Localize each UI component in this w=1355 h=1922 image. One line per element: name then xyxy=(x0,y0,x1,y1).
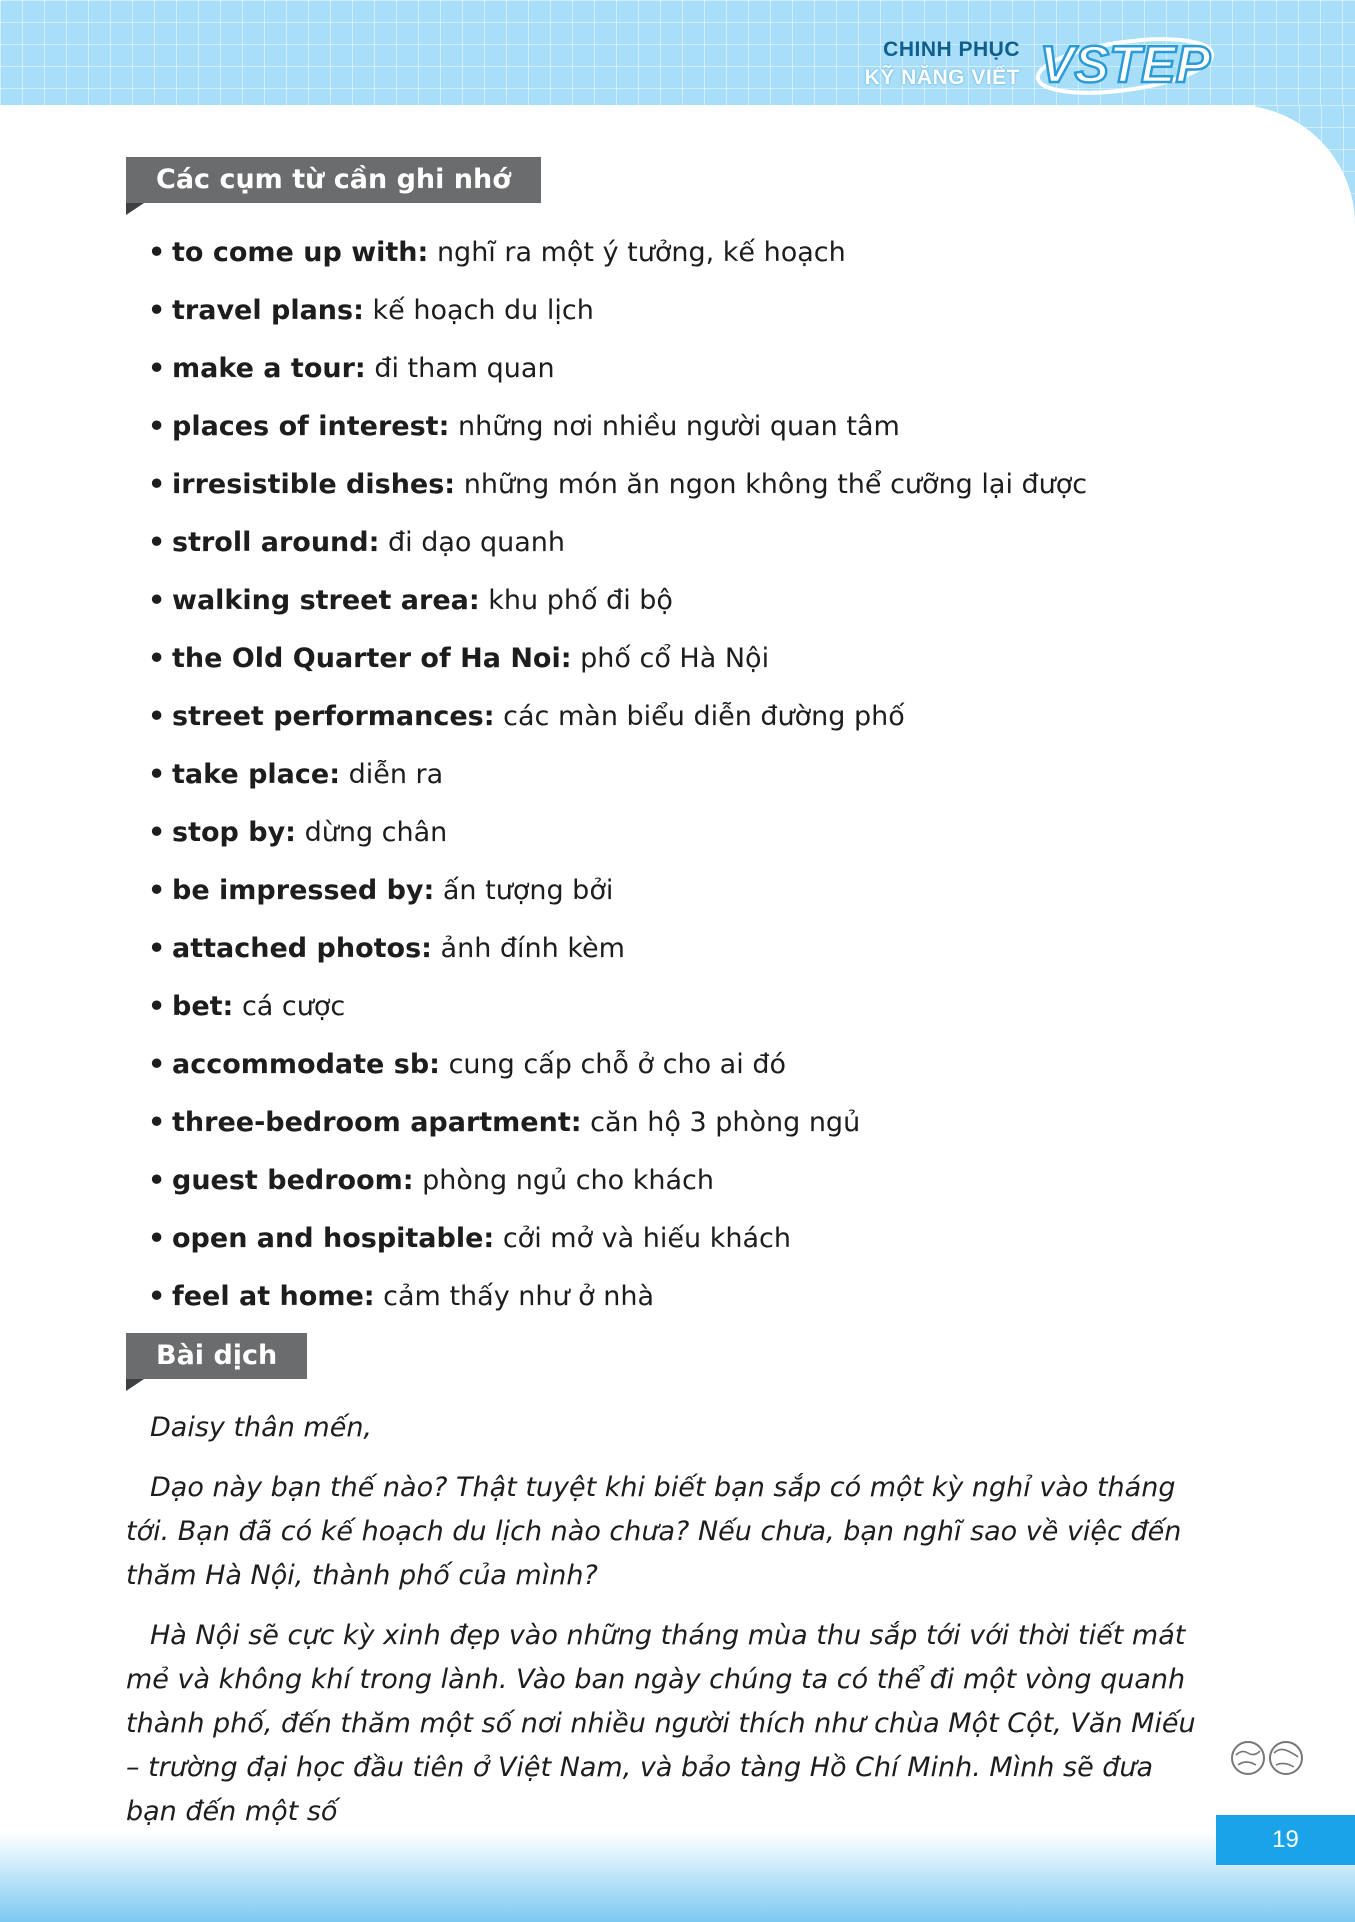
phrase-term: to come up with: xyxy=(172,237,429,268)
bullet: • xyxy=(148,1223,166,1254)
phrase-term: places of interest: xyxy=(172,411,450,442)
phrase-meaning: những món ăn ngon không thể cưỡng lại được xyxy=(463,469,1088,500)
bullet: • xyxy=(148,643,166,674)
phrase-term: guest bedroom: xyxy=(172,1165,414,1196)
translation-text xyxy=(126,1406,1212,1850)
phrase-item xyxy=(148,752,1087,810)
phrase-term: travel plans: xyxy=(172,295,364,326)
logo-text: VSTEP xyxy=(1039,36,1211,94)
phrase-item xyxy=(148,984,1087,1042)
phrase-list xyxy=(148,230,1087,1332)
bullet: • xyxy=(148,933,166,964)
phrase-meaning: phố cổ Hà Nội xyxy=(580,643,770,674)
phrase-meaning: khu phố đi bộ xyxy=(488,585,673,616)
phrase-term: open and hospitable: xyxy=(172,1223,495,1254)
phrase-item xyxy=(148,462,1087,520)
phrase-term: street performances: xyxy=(172,701,495,732)
phrase-item xyxy=(148,288,1087,346)
phrase-meaning: ảnh đính kèm xyxy=(440,933,625,964)
phrase-item xyxy=(148,1274,1087,1332)
phrase-term: take place: xyxy=(172,759,340,790)
bullet: • xyxy=(148,353,166,384)
phrase-term: be impressed by: xyxy=(172,875,435,906)
bullet: • xyxy=(148,875,166,906)
phrase-term: bet: xyxy=(172,991,234,1022)
phrase-term: three-bedroom apartment: xyxy=(172,1107,582,1138)
bullet: • xyxy=(148,1049,166,1080)
phrase-term: accommodate sb: xyxy=(172,1049,440,1080)
translation-paragraph: Daisy thân mến, xyxy=(150,1412,373,1443)
bullet: • xyxy=(148,759,166,790)
phrase-item xyxy=(148,1216,1087,1274)
phrase-item xyxy=(148,926,1087,984)
globe-icons xyxy=(1228,1735,1308,1781)
page-number: 19 xyxy=(1216,1815,1355,1865)
phrase-meaning: đi dạo quanh xyxy=(388,527,566,558)
phrase-item xyxy=(148,1100,1087,1158)
brand-line-1: CHINH PHỤC xyxy=(883,38,1020,61)
translation-paragraph: Dạo này bạn thế nào? Thật tuyệt khi biết bạn sắp có một kỳ nghỉ vào tháng tới. Bạn đã có kế hoạch du lịch nào chưa? Nếu chưa, bạn nghĩ sao về việc đến thăm Hà Nội, thành phố của mình? xyxy=(126,1472,1182,1591)
section-title-phrases: Các cụm từ cần ghi nhớ xyxy=(126,157,541,203)
bullet: • xyxy=(148,237,166,268)
phrase-meaning: cảm thấy như ở nhà xyxy=(383,1281,655,1312)
phrase-term: walking street area: xyxy=(172,585,480,616)
phrase-item xyxy=(148,810,1087,868)
phrase-meaning: ấn tượng bởi xyxy=(442,875,614,906)
bullet: • xyxy=(148,1281,166,1312)
phrase-meaning: kế hoạch du lịch xyxy=(372,295,594,326)
phrase-meaning: cá cược xyxy=(241,991,346,1022)
book-series-title xyxy=(865,38,1020,90)
phrase-item xyxy=(148,1158,1087,1216)
bullet: • xyxy=(148,295,166,326)
vstep-logo xyxy=(1030,30,1220,105)
phrase-term: attached photos: xyxy=(172,933,432,964)
phrase-meaning: các màn biểu diễn đường phố xyxy=(503,701,905,732)
phrase-term: make a tour: xyxy=(172,353,366,384)
phrase-item xyxy=(148,1042,1087,1100)
phrase-meaning: diễn ra xyxy=(348,759,444,790)
section-title-fold xyxy=(126,1379,144,1391)
bullet: • xyxy=(148,1165,166,1196)
bullet: • xyxy=(148,585,166,616)
section-title-translation: Bài dịch xyxy=(126,1333,307,1379)
phrase-meaning: dừng chân xyxy=(304,817,448,848)
phrase-term: irresistible dishes: xyxy=(172,469,456,500)
phrase-meaning: cởi mở và hiếu khách xyxy=(502,1223,791,1254)
phrase-meaning: những nơi nhiều người quan tâm xyxy=(457,411,900,442)
bullet: • xyxy=(148,1107,166,1138)
bullet: • xyxy=(148,411,166,442)
phrase-item xyxy=(148,578,1087,636)
phrase-term: the Old Quarter of Ha Noi: xyxy=(172,643,572,674)
footer-gradient xyxy=(0,1832,1355,1922)
phrase-meaning: nghĩ ra một ý tưởng, kế hoạch xyxy=(436,237,846,268)
phrase-item xyxy=(148,346,1087,404)
phrase-meaning: căn hộ 3 phòng ngủ xyxy=(590,1107,861,1138)
translation-paragraph: Hà Nội sẽ cực kỳ xinh đẹp vào những tháng mùa thu sắp tới với thời tiết mát mẻ và không khí trong lành. Vào ban ngày chúng ta có thể đi một vòng quanh thành phố, đến thăm một số nơi nhiều người thích như chùa Một Cột, Văn Miếu – trường đại học đầu tiên ở Việt Nam, và bảo tàng Hồ Chí Minh. Mình sẽ đưa bạn đến một số xyxy=(126,1620,1196,1827)
phrase-item xyxy=(148,520,1087,578)
bullet: • xyxy=(148,817,166,848)
section-title-fold xyxy=(126,203,144,215)
bullet: • xyxy=(148,991,166,1022)
phrase-meaning: phòng ngủ cho khách xyxy=(422,1165,715,1196)
phrase-item xyxy=(148,868,1087,926)
phrase-meaning: đi tham quan xyxy=(374,353,555,384)
bullet: • xyxy=(148,527,166,558)
phrase-item xyxy=(148,404,1087,462)
phrase-item xyxy=(148,230,1087,288)
phrase-term: stroll around: xyxy=(172,527,380,558)
phrase-term: feel at home: xyxy=(172,1281,375,1312)
phrase-item xyxy=(148,636,1087,694)
phrase-item xyxy=(148,694,1087,752)
brand-line-2: KỸ NĂNG VIẾT xyxy=(864,66,1020,89)
bullet: • xyxy=(148,469,166,500)
phrase-term: stop by: xyxy=(172,817,296,848)
phrase-meaning: cung cấp chỗ ở cho ai đó xyxy=(448,1049,786,1080)
bullet: • xyxy=(148,701,166,732)
